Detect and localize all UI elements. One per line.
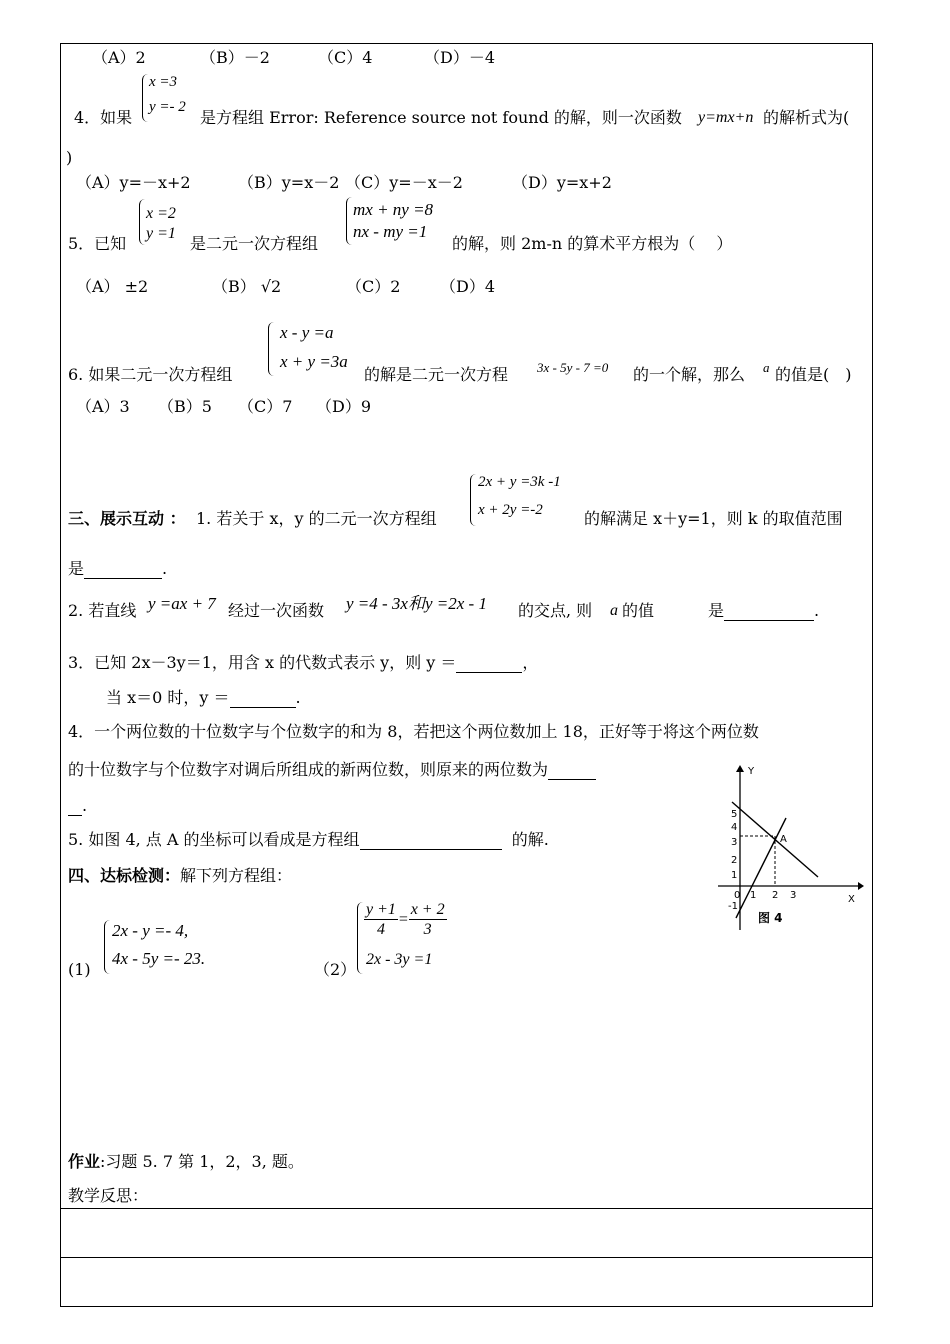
answer-blank[interactable] [68,796,82,816]
question-6: 6. 如果二元一次方程组 [68,365,233,384]
axis-label: Y [748,766,755,777]
tick-label: 0 [734,890,741,901]
question-text: 的值是( ) [775,365,852,384]
option: （D）－4 [424,48,496,67]
brace [104,920,110,974]
equation: y =4 - 3x和y =2x - 1 [346,594,487,613]
question-text: 是 . [708,601,820,620]
table-divider [60,1257,873,1258]
tick-label: 3 [731,837,738,848]
brace [142,74,148,122]
equation: nx - my =1 [353,222,428,241]
question-text: 2. 若直线 [68,601,137,620]
figure-caption: 图 4 [758,911,783,925]
axis-label: X [848,894,855,905]
equation: $\frac{y +1}{4}$ = $\frac{x + 2}{3}$ [366,901,445,939]
fraction: $\frac{y +1}{4}$ [366,901,396,939]
variable: a [763,360,770,375]
option: （B） √2 [212,277,282,296]
equation: 4x - 5y =- 23. [112,949,206,968]
question-text: 是方程组 Error: Reference source not found 的解，则一次函数 [200,108,682,127]
tick-label: -1 [728,901,738,912]
question-text: 是 . [68,559,168,578]
tick-label: 3 [790,890,797,901]
option: （A） ±2 [76,277,149,296]
equation: y =1 [146,225,176,242]
question-text: 的解是二元一次方程 [364,365,509,384]
brace [268,322,275,376]
arrow-icon [858,882,864,890]
section-heading: 四、达标检测：解下列方程组： [68,866,293,885]
tick-label: 4 [731,822,738,833]
equation: 2x - y =- 4, [112,921,189,940]
brace [346,197,352,245]
fraction: $\frac{x + 2}{3}$ [410,901,445,939]
question-text: 1. 若关于 x，y 的二元一次方程组 [196,509,437,528]
question-text: 3．已知 2x－3y＝1，用含 x 的代数式表示 y，则 y ＝ ， [68,653,539,672]
equation: 3x - 5y - 7 =0 [537,360,609,375]
answer-blank[interactable] [84,559,162,579]
reflection-label: 教学反思： [68,1186,149,1205]
option: （C）y=－x－2 [345,173,463,192]
question-text: 的解，则 2m-n 的算术平方根为（ ） [452,234,733,253]
equation: y =- 2 [149,99,186,115]
option: （C）4 [318,48,373,67]
option: （D）y=x+2 [512,173,612,192]
problem-label: (1) [68,960,91,979]
table-divider [60,1208,873,1209]
page-frame [60,43,873,1307]
question-text: 5. 如图 4, 点 A 的坐标可以看成是方程组 的解. [68,830,549,849]
equation: x - y =a [280,323,334,342]
function: y=mx+n [698,109,754,126]
answer-blank[interactable] [456,653,522,673]
option: （A）y=－x+2 [76,173,191,192]
option: （A）3 [76,397,130,416]
tick-label: 1 [750,890,757,901]
option: （D）4 [440,277,496,296]
option: （B）y=x－2 [238,173,340,192]
tick-label: 2 [731,855,738,866]
question-text: 的解满足 x＋y=1，则 k 的取值范围 [584,509,843,528]
brace [470,474,476,526]
brace [139,199,145,245]
question-text: 的交点, 则 [518,601,593,620]
answer-blank[interactable] [548,760,596,780]
question-text: 经过一次函数 [228,601,325,620]
option: （A）2 [92,48,146,67]
option: （D）9 [316,397,372,416]
answer-blank[interactable] [360,830,502,850]
question-4: 4．如果 [74,108,133,127]
answer-blank[interactable] [724,601,814,621]
question-text: 当 x＝0 时，y ＝ . [106,688,301,707]
equation: x =3 [149,74,178,90]
brace [357,902,364,974]
equation: x =2 [146,205,176,222]
problem-label: （2） [314,960,357,979]
question-text: 4．一个两位数的十位数字与个位数字的和为 8，若把这个两位数加上 18，正好等于将这个两位数 [68,722,759,741]
equation: x + y =3a [280,352,348,371]
option: （B）－2 [200,48,270,67]
question-text: 的值 [622,601,655,620]
tick-label: 5 [731,809,738,820]
option: （C）7 [238,397,293,416]
figure-4 [714,762,864,932]
question-text: . [68,796,87,816]
question-text: 的一个解，那么 [633,365,746,384]
question-text: ) [66,148,73,167]
question-5: 5．已知 [68,234,127,253]
answer-blank[interactable] [230,688,296,708]
variable: a [610,602,618,619]
line-graph [736,818,786,918]
homework: 作业:习题 5. 7 第 1，2，3, 题。 [68,1152,304,1171]
question-text: 的十位数字与个位数字对调后所组成的新两位数，则原来的两位数为 [68,760,596,780]
question-text: 的解析式为( [763,108,850,127]
tick-label: 2 [772,890,779,901]
equation: 2x + y =3k -1 [478,474,561,490]
section-heading: 三、展示互动 ： [68,509,186,528]
question-text: 是二元一次方程组 [190,234,319,253]
equation: mx + ny =8 [353,200,434,219]
arrow-icon [736,765,744,772]
point-label: A [780,834,787,845]
equation: y =ax + 7 [148,594,216,613]
tick-label: 1 [731,870,738,881]
option: （C）2 [346,277,401,296]
equation: 2x - 3y =1 [366,951,433,968]
option: （B）5 [158,397,212,416]
equation: x + 2y =-2 [478,502,543,518]
